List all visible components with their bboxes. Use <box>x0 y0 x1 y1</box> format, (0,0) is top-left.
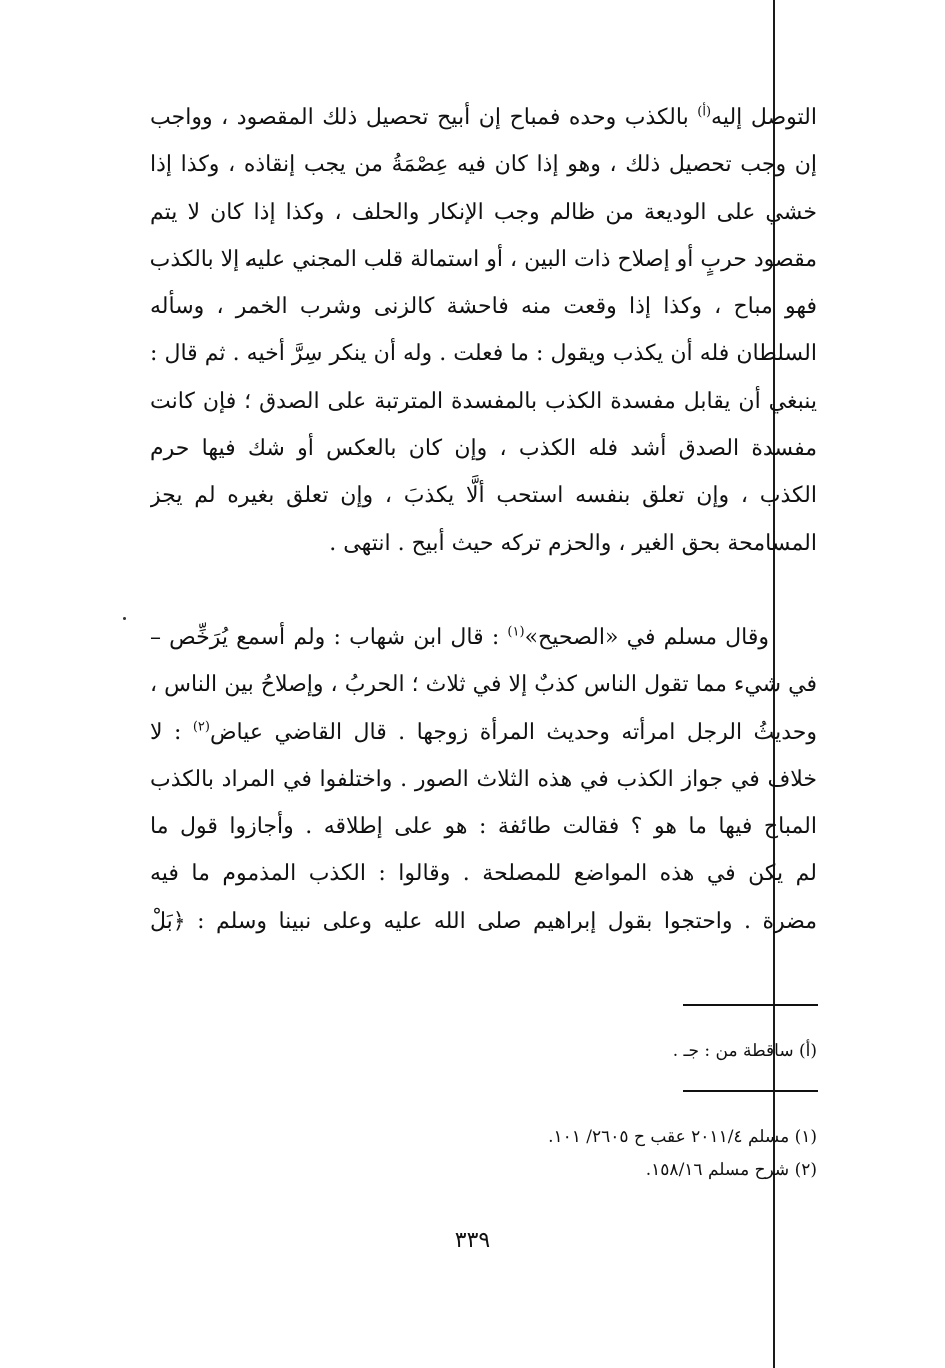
footnote-marker-a[interactable]: (أ) <box>697 104 712 120</box>
text-line: ينبغي أن يقابل مفسدة الكذب بالمفسدة المترتبة على الصدق ؛ فإن كانت <box>150 388 817 414</box>
scan-speck <box>123 617 126 620</box>
text-segment: : لا <box>150 719 193 745</box>
text-line <box>150 614 817 661</box>
text-line: مفسدة الصدق أشد فله الكذب ، وإن كان بالعكس أو شك فيها حرم <box>150 436 817 462</box>
text-line: في شيء مما تقول الناس كذبٌ إلا في ثلاث ؛ الحربُ ، وإصلاحُ بين الناس ، <box>150 672 817 698</box>
footnote-marker-2[interactable]: (٢) <box>192 719 210 735</box>
text-segment: بالكذب وحده فمباح إن أبيح تحصيل ذلك المقصود ، وواجب <box>150 105 698 130</box>
text-line: مقصود حربٍ أو إصلاح ذات البين ، أو استمالة قلب المجني عليه إلا بالكذب <box>150 246 817 272</box>
footnote-separator-lettered <box>683 1004 818 1006</box>
text-segment: وقال مسلم في «الصحيح» <box>524 625 769 650</box>
footnote-1: (١) مسلم ٢٠١١/٤ عقب ح ٢٦٠٥/ ١٠١. <box>548 1127 817 1147</box>
text-segment: التوصل إليه <box>711 105 817 130</box>
footnote-2: (٢) شرح مسلم ١٥٨/١٦. <box>645 1160 817 1180</box>
text-segment: : قال ابن شهاب : ولم أسمع يُرَخِّص – <box>150 625 508 650</box>
footnote-lettered: (أ) ساقطة من : جـ . <box>672 1041 817 1061</box>
text-line: إن وجب تحصيل ذلك ، وهو إذا كان فيه عِصْمَةُ من يجب إنقاذه ، وكذا إذا <box>150 152 817 178</box>
text-line: خلاف في جواز الكذب في هذه الثلاث الصور . واختلفوا في المراد بالكذب <box>150 766 817 792</box>
text-line: فهو مباح ، وكذا إذا وقعت منه فاحشة كالزنى وشرب الخمر ، وسأله <box>150 294 817 320</box>
page-number: ٣٣٩ <box>454 1228 491 1253</box>
footnote-marker-1[interactable]: (١) <box>507 624 525 640</box>
text-line: لم يكن في هذه المواضع للمصلحة . وقالوا : الكذب المذموم ما فيه <box>150 861 817 887</box>
text-line: مضرة . واحتجوا بقول إبراهيم صلى الله عليه وعلى نبينا وسلم : ﴿بَلْ <box>150 908 817 934</box>
text-line: المسامحة بحق الغير ، والحزم تركه حيث أبيح . انتهى . <box>329 530 817 556</box>
footnote-separator-numbered <box>683 1090 818 1092</box>
text-line: المباح فيها ما هو ؟ فقالت طائفة : هو على إطلاقه . وأجازوا قول ما <box>150 814 817 840</box>
body-paragraph-2 <box>150 614 817 945</box>
body-paragraph-1 <box>150 94 817 567</box>
text-line: خشي على الوديعة من ظالم وجب الإنكار والحلف ، وكذا إذا كان لا يتم <box>150 199 817 225</box>
text-line <box>150 709 817 756</box>
text-line <box>150 94 817 141</box>
text-segment: وحديثُ الرجل امرأته وحديث المرأة زوجها . قال القاضي عياض <box>209 719 817 745</box>
text-line: السلطان فله أن يكذب ويقول : ما فعلت . وله أن ينكر سِرَّ أخيه . ثم قال : <box>150 341 817 367</box>
text-line: الكذب ، وإن تعلق بنفسه استحب ألَّا يكذبَ ، وإن تعلق بغيره لم يجز <box>150 483 817 509</box>
